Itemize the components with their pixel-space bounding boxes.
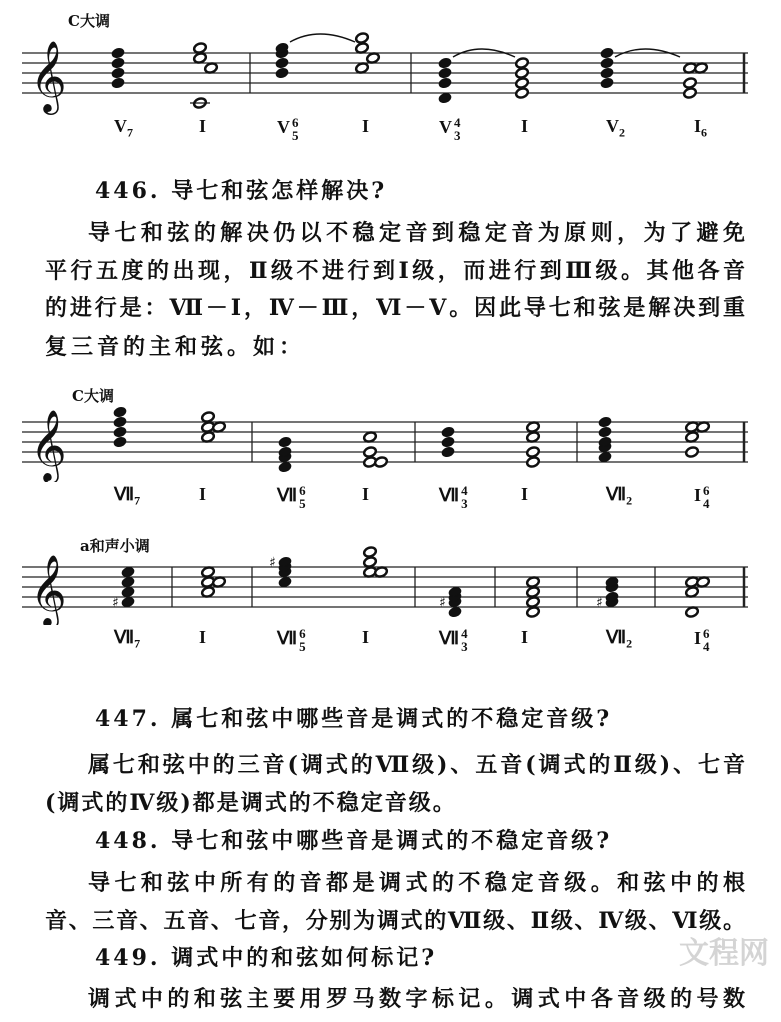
- chord-label: [521, 116, 528, 137]
- music-staff-example-3: [0, 515, 781, 625]
- chord-numeral: V: [606, 116, 619, 136]
- note-head: [363, 556, 377, 568]
- chord-label: [521, 627, 528, 648]
- note-head: [113, 426, 127, 438]
- note-head: [212, 421, 226, 433]
- question-449-heading: 449. 调式中的和弦如何标记?: [95, 945, 438, 971]
- note-head: [600, 47, 614, 59]
- music-staff-example-1: [0, 0, 781, 116]
- q446-line-3: 的进行是：Ⅶ－Ⅰ，Ⅳ－Ⅲ，Ⅵ－Ⅴ。因此导七和弦是解决到重: [45, 295, 745, 321]
- chord-label: [199, 116, 206, 137]
- note-head: [201, 586, 215, 598]
- note-head: [363, 546, 377, 558]
- q448-line-2: 音、三音、五音、七音，分别为调式的Ⅶ级、Ⅱ级、Ⅳ级、Ⅵ级。: [45, 908, 745, 934]
- note-head: [441, 426, 455, 438]
- chord-numeral: Ⅶ: [439, 628, 460, 649]
- chord-label: [694, 627, 710, 653]
- chord-label: [114, 484, 140, 509]
- note-head: [515, 57, 529, 69]
- note-head: [201, 411, 215, 423]
- sharp-icon: ♯: [112, 595, 119, 611]
- chord-label: [362, 116, 369, 137]
- note-head: [683, 77, 697, 89]
- note-head: [366, 52, 380, 64]
- note-head: [694, 62, 708, 74]
- chord-label: [199, 627, 206, 648]
- chord-label: [439, 116, 461, 142]
- note-head: [113, 416, 127, 428]
- chord-numeral: V: [439, 117, 452, 138]
- note-head: [526, 421, 540, 433]
- chord-numeral: I: [362, 116, 370, 136]
- note-head: [193, 52, 207, 64]
- note-head: [526, 456, 540, 468]
- chord-label: [277, 627, 306, 653]
- chord-figure: 7: [134, 493, 141, 508]
- note-head: [121, 596, 135, 608]
- chord-inversion-figures: 4 3: [454, 115, 461, 143]
- key-label-a-harmonic-minor: a和声小调: [80, 537, 150, 555]
- chord-label: [362, 484, 369, 505]
- chord-figure: 2: [626, 493, 633, 508]
- chord-label: [694, 484, 710, 510]
- chord-label: [606, 484, 632, 509]
- chord-label: [199, 484, 206, 505]
- note-head: [275, 67, 289, 79]
- note-head: [363, 446, 377, 458]
- chord-numeral: Ⅶ: [606, 484, 627, 504]
- note-head: [526, 596, 540, 608]
- chord-inversion-figures: 6 5: [299, 626, 306, 654]
- chord-numeral: I: [694, 628, 702, 649]
- note-head: [204, 62, 218, 74]
- note-head: [438, 67, 452, 79]
- chord-numeral: I: [362, 484, 370, 504]
- chord-figure: 6: [701, 125, 708, 140]
- chord-label: [521, 484, 528, 505]
- note-head: [438, 57, 452, 69]
- note-head: [438, 77, 452, 89]
- treble-clef-icon: 𝄞: [30, 39, 67, 112]
- chord-numeral: Ⅶ: [277, 485, 298, 506]
- chord-numeral: Ⅶ: [277, 628, 298, 649]
- note-head: [598, 451, 612, 463]
- q447-line-1: 属七和弦中的三音(调式的Ⅶ级)、五音(调式的Ⅱ级)、七音: [88, 752, 745, 778]
- chord-numeral: Ⅶ: [439, 485, 460, 506]
- note-head: [696, 421, 710, 433]
- question-446-heading: 446. 导七和弦怎样解决?: [95, 178, 388, 204]
- note-head: [438, 92, 452, 104]
- chord-numeral: I: [694, 116, 702, 136]
- note-head: [212, 576, 226, 588]
- note-head: [600, 77, 614, 89]
- chord-figure: 2: [619, 125, 625, 140]
- note-head: [685, 606, 699, 618]
- note-head: [355, 62, 369, 74]
- sharp-icon: ♯: [269, 555, 276, 571]
- note-head: [441, 436, 455, 448]
- note-head: [121, 566, 135, 578]
- note-head: [201, 431, 215, 443]
- chord-numeral: I: [199, 627, 207, 647]
- chord-label: [606, 116, 625, 141]
- chord-label: [439, 627, 468, 653]
- note-head: [515, 67, 529, 79]
- chord-label: [277, 116, 299, 142]
- music-staff-example-2: [0, 370, 781, 482]
- note-head: [363, 431, 377, 443]
- note-head: [696, 576, 710, 588]
- chord-numeral: I: [199, 116, 207, 136]
- key-label-c-major-2: C大调: [72, 387, 114, 405]
- chord-label: [114, 116, 133, 141]
- q446-line-4: 复三音的主和弦。如：: [45, 334, 306, 360]
- note-head: [121, 576, 135, 588]
- note-head: [526, 606, 540, 618]
- note-head: [685, 446, 699, 458]
- q446-line-1: 导七和弦的解决仍以不稳定音到稳定音为原则，为了避免: [88, 220, 745, 246]
- chord-numeral: I: [199, 484, 207, 504]
- note-head: [275, 57, 289, 69]
- chord-labels-example-3: [0, 627, 781, 657]
- chord-inversion-figures: 6 4: [703, 483, 710, 511]
- note-head: [113, 436, 127, 448]
- chord-numeral: I: [362, 627, 370, 647]
- note-head: [526, 586, 540, 598]
- note-head: [355, 32, 369, 44]
- chord-numeral: Ⅶ: [606, 627, 627, 647]
- treble-clef-icon: 𝄞: [30, 408, 67, 481]
- tie-arc: [290, 34, 355, 42]
- note-head: [111, 57, 125, 69]
- note-head: [685, 586, 699, 598]
- note-head: [515, 87, 529, 99]
- chord-labels-example-1: [0, 116, 781, 146]
- note-head: [600, 67, 614, 79]
- note-head: [193, 42, 207, 54]
- chord-numeral: V: [277, 117, 290, 138]
- note-head: [598, 426, 612, 438]
- chord-figure: 7: [127, 125, 133, 140]
- chord-inversion-figures: 6 5: [292, 115, 299, 143]
- chord-figure: 7: [134, 636, 141, 651]
- note-head: [278, 436, 292, 448]
- note-head: [374, 456, 388, 468]
- note-head: [441, 446, 455, 458]
- question-448-heading: 448. 导七和弦中哪些音是调式的不稳定音级?: [95, 828, 613, 854]
- note-head: [515, 77, 529, 89]
- question-447-heading: 447. 属七和弦中哪些音是调式的不稳定音级?: [95, 706, 613, 732]
- chord-label: [606, 627, 632, 652]
- note-head: [113, 406, 127, 418]
- note-head: [111, 47, 125, 59]
- chord-numeral: V: [114, 116, 127, 136]
- note-head: [598, 416, 612, 428]
- note-head: [111, 67, 125, 79]
- chord-numeral: I: [521, 116, 529, 136]
- chord-inversion-figures: 6 4: [703, 626, 710, 654]
- note-head: [278, 576, 292, 588]
- chord-numeral: I: [694, 485, 702, 506]
- note-head: [355, 42, 369, 54]
- note-head: [278, 461, 292, 473]
- note-head: [526, 576, 540, 588]
- note-head: [600, 57, 614, 69]
- q447-line-2: (调式的Ⅳ级)都是调式的不稳定音级。: [45, 790, 457, 816]
- q448-line-1: 导七和弦中所有的音都是调式的不稳定音级。和弦中的根: [88, 870, 745, 896]
- sharp-icon: ♯: [596, 595, 603, 611]
- note-head: [201, 566, 215, 578]
- note-head: [111, 77, 125, 89]
- chord-numeral: Ⅶ: [114, 484, 135, 504]
- note-head: [526, 446, 540, 458]
- chord-numeral: I: [521, 627, 529, 647]
- chord-label: [439, 484, 468, 510]
- chord-figure: 2: [626, 636, 633, 651]
- chord-label: [114, 627, 140, 652]
- chord-labels-example-2: [0, 484, 781, 514]
- chord-numeral: Ⅶ: [114, 627, 135, 647]
- chord-label: [694, 116, 707, 141]
- sharp-icon: ♯: [439, 595, 446, 611]
- q446-line-2: 平行五度的出现，Ⅱ级不进行到Ⅰ级，而进行到Ⅲ级。其他各音: [45, 258, 745, 284]
- key-label-c-major-1: C大调: [68, 12, 110, 30]
- watermark-logo: 文程网: [679, 936, 769, 971]
- chord-inversion-figures: 6 5: [299, 483, 306, 511]
- chord-label: [362, 627, 369, 648]
- note-head: [121, 586, 135, 598]
- chord-inversion-figures: 4 3: [461, 626, 468, 654]
- treble-clef-icon: 𝄞: [30, 553, 67, 625]
- q449-line-1: 调式中的和弦主要用罗马数字标记。调式中各音级的号数: [88, 986, 745, 1012]
- note-head: [526, 431, 540, 443]
- note-head: [448, 606, 462, 618]
- note-head: [374, 566, 388, 578]
- chord-numeral: I: [521, 484, 529, 504]
- note-head: [683, 87, 697, 99]
- note-head: [685, 431, 699, 443]
- chord-label: [277, 484, 306, 510]
- chord-inversion-figures: 4 3: [461, 483, 468, 511]
